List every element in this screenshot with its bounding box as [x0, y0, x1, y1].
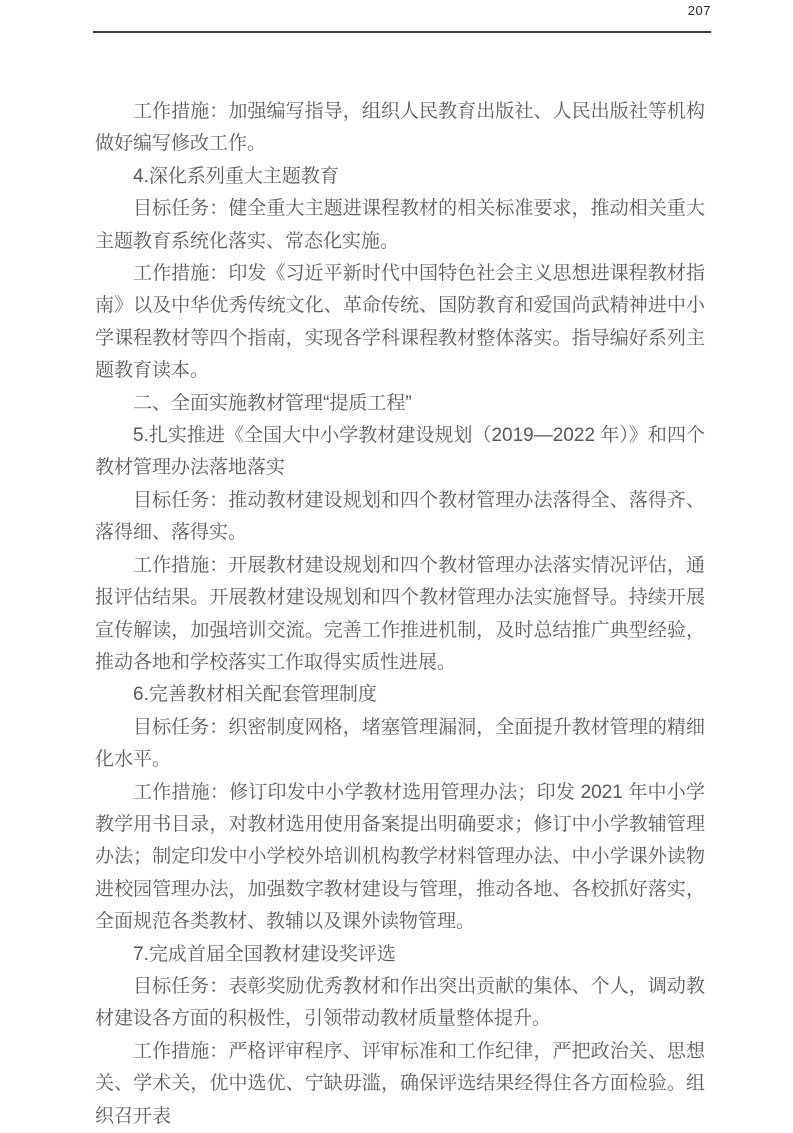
paragraph: 工作措施：修订印发中小学教材选用管理办法；印发 2021 年中小学教学用书目录，对教材选用使用备案提出明确要求；修订中小学教辅管理办法；制定印发中小学校外培训机构教学材料管理办法、中小学课外读物进校园管理办法，加强数字教材建设与管理，推动各地、各校抓好落实，全面规范各类教材、教辅以及课外读物管理。 — [95, 781, 705, 933]
paragraph: 目标任务：织密制度网格，堵塞管理漏洞，全面提升教材管理的精细化水平。 — [95, 716, 705, 771]
paragraph: 工作措施：加强编写指导，组织人民教育出版社、人民出版社等机构做好编写修改工作。 — [95, 101, 705, 155]
paragraph: 工作措施：印发《习近平新时代中国特色社会主义思想进课程教材指南》以及中华优秀传统文化、革命传统、国防教育和爱国尚武精神进中小学课程教材等四个指南，实现各学科课程教材整体落实。指导编好系列主题教育读本。 — [95, 263, 705, 382]
paragraph: 7.完成首届全国教材建设奖评选 — [133, 943, 396, 965]
paragraph: 5.扎实推进《全国大中小学教材建设规划（2019—2022 年）》和四个教材管理办法落地落实 — [95, 425, 705, 479]
paragraph: 目标任务：表彰奖励优秀教材和作出突出贡献的集体、个人，调动教材建设各方面的积极性，引领带动教材质量整体提升。 — [95, 975, 705, 1030]
header-rule — [93, 31, 711, 33]
paragraph: 工作措施：严格评审程序、评审标准和工作纪律，严把政治关、思想关、学术关，优中选优、宁缺毋滥，确保评选结果经得住各方面检验。组织召开表 — [95, 1040, 705, 1127]
paragraph: 6.完善教材相关配套管理制度 — [133, 684, 377, 706]
paragraph: 4.深化系列重大主题教育 — [133, 165, 339, 187]
paragraph: 工作措施：开展教材建设规划和四个教材管理办法落实情况评估，通报评估结果。开展教材建设规划和四个教材管理办法实施督导。持续开展宣传解读，加强培训交流。完善工作推进机制，及时总结推广典型经验，推动各地和学校落实工作取得实质性进展。 — [95, 554, 705, 673]
paragraph: 目标任务：推动教材建设规划和四个教材管理办法落得全、落得齐、落得细、落得实。 — [95, 489, 705, 544]
document-body — [95, 96, 705, 1133]
paragraph: 目标任务：健全重大主题进课程教材的相关标准要求，推动相关重大主题教育系统化落实、常态化实施。 — [95, 198, 705, 252]
paragraph: 二、全面实施教材管理“提质工程” — [133, 392, 412, 414]
page-number: 207 — [687, 3, 711, 18]
